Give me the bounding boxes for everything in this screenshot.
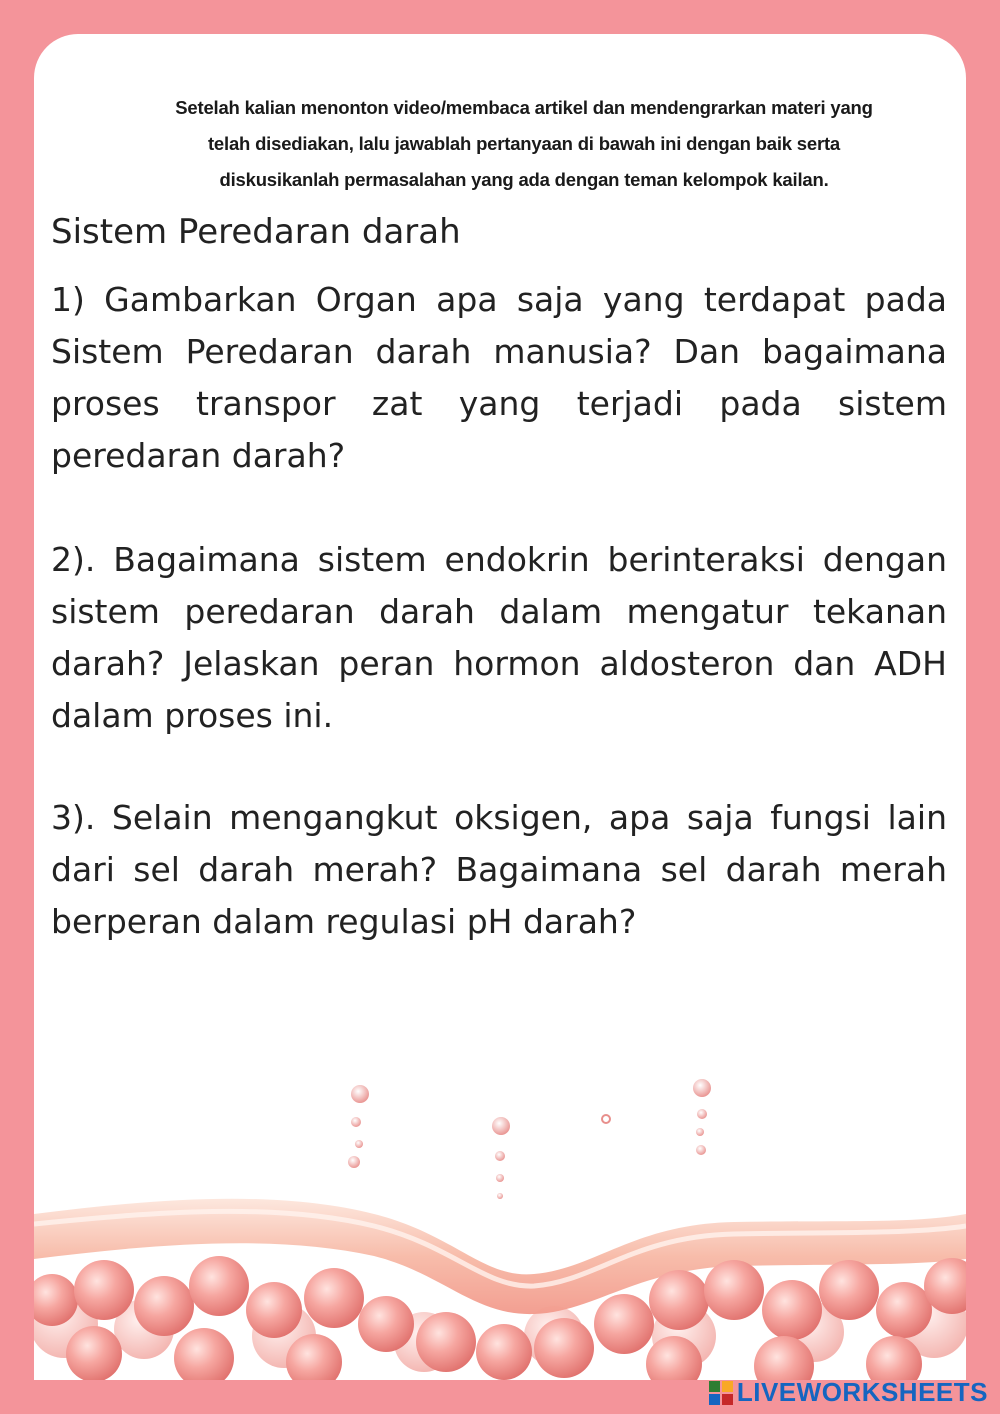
instructions-line-3: diskusikanlah permasalahan yang ada dengan teman kelompok kailan. — [219, 169, 829, 190]
section-title: Sistem Peredaran darah — [51, 212, 461, 252]
question-3: 3). Selain mengangkut oksigen, apa saja fungsi lain dari sel darah merah? Bagaimana sel darah merah berperan dalam regulasi pH darah? — [51, 798, 947, 941]
question-1: 1) Gambarkan Organ apa saja yang terdapat pada Sistem Peredaran darah manusia? Dan bagaimana proses transpor zat yang terjadi pada sistem peredaran darah? — [51, 280, 947, 475]
brand-text: LIVEWORKSHEETS — [736, 1377, 988, 1407]
blood-cells-illustration — [34, 1074, 966, 1380]
brand-watermark — [709, 1377, 988, 1408]
liveworksheets-logo-icon — [709, 1381, 733, 1405]
instructions — [94, 90, 954, 198]
worksheet-card — [34, 34, 966, 1380]
question-2: 2). Bagaimana sistem endokrin berinteraksi dengan sistem peredaran darah dalam mengatur tekanan darah? Jelaskan peran hormon aldosteron dan ADH dalam proses ini. — [51, 540, 947, 735]
instructions-line-2: telah disediakan, lalu jawablah pertanyaan di bawah ini dengan baik serta — [207, 133, 841, 154]
instructions-line-1: Setelah kalian menonton video/membaca artikel dan mendengrarkan materi yang — [175, 97, 873, 118]
droplets — [348, 1079, 711, 1199]
